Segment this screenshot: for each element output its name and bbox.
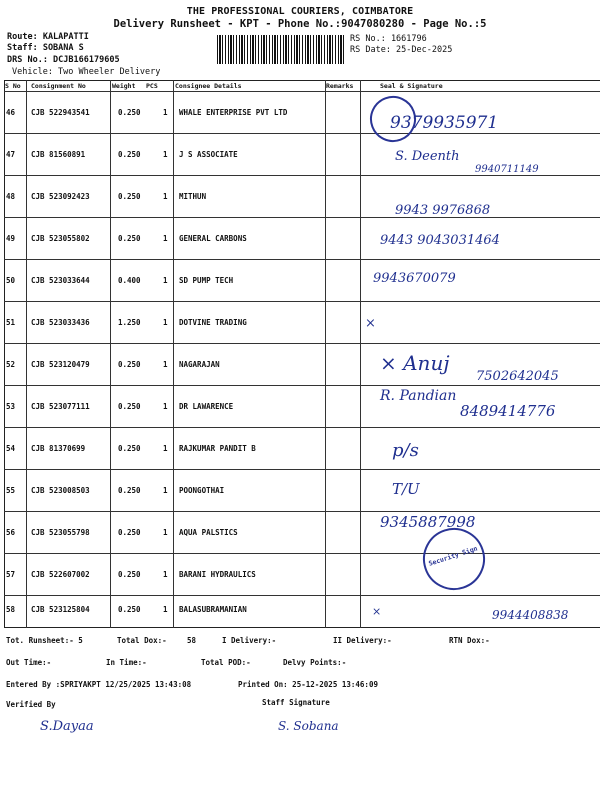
row-weight: 0.250 — [118, 192, 141, 201]
company-title: THE PROFESSIONAL COURIERS, COIMBATORE — [186, 6, 414, 17]
row-consignee: DR LAWARENCE — [179, 402, 234, 411]
handwritten-phone: 9943 9976868 — [395, 203, 491, 218]
row-consignment: CJB 522943541 — [31, 108, 90, 117]
row-weight: 0.250 — [118, 444, 141, 453]
table-row — [4, 175, 600, 217]
handwritten-phone: 9943670079 — [373, 271, 456, 286]
handwritten-note: p/s — [392, 440, 419, 461]
table-row — [4, 427, 600, 469]
row-consignee: SD PUMP TECH — [179, 276, 234, 285]
row-weight: 1.250 — [118, 318, 141, 327]
printed-on: Printed On: 25-12-2025 13:46:09 — [238, 680, 378, 689]
row-pcs: 1 — [163, 318, 168, 327]
route: Route: KALAPATTI — [7, 32, 89, 42]
row-pcs: 1 — [163, 234, 168, 243]
row-pcs: 1 — [163, 192, 168, 201]
out-time: Out Time:- — [6, 658, 52, 667]
entered-by: Entered By :SPRIYAKPT 12/25/2025 13:43:08 — [6, 680, 192, 689]
i-delivery: I Delivery:- — [222, 636, 277, 645]
verified-by: Verified By — [6, 700, 56, 709]
row-consignee: J S ASSOCIATE — [179, 150, 238, 159]
staff-signature: Staff Signature — [262, 698, 330, 707]
row-pcs: 1 — [163, 605, 168, 614]
col-consignment: Consignment No — [31, 82, 86, 90]
col-pcs: PCS — [146, 82, 158, 90]
row-consignment: CJB 522607002 — [31, 570, 90, 579]
in-time: In Time:- — [106, 658, 147, 667]
row-consignment: CJB 523125804 — [31, 605, 90, 614]
row-weight: 0.250 — [118, 108, 141, 117]
rs-date: RS Date: 25-Dec-2025 — [350, 45, 453, 55]
row-sno: 49 — [6, 234, 16, 243]
row-consignee: NAGARAJAN — [179, 360, 220, 369]
row-weight: 0.250 — [118, 570, 141, 579]
row-weight: 0.250 — [118, 150, 141, 159]
row-weight: 0.250 — [118, 486, 141, 495]
row-consignee: POONGOTHAI — [179, 486, 225, 495]
table-row — [4, 469, 600, 511]
table-row — [4, 91, 600, 133]
row-consignee: RAJKUMAR PANDIT B — [179, 444, 256, 453]
row-consignment: CJB 523055802 — [31, 234, 90, 243]
row-sno: 54 — [6, 444, 16, 453]
handwritten-phone: 9345887998 — [380, 513, 476, 531]
verified-signature: S.Dayaa — [40, 719, 94, 734]
col-seal: Seal & Signature — [380, 82, 443, 90]
row-pcs: 1 — [163, 360, 168, 369]
tot-runsheet: Tot. Runsheet:- 5 — [6, 636, 83, 645]
row-consignee: AQUA PALSTICS — [179, 528, 238, 537]
row-pcs: 1 — [163, 570, 168, 579]
handwritten-mark: × — [372, 605, 382, 618]
ii-delivery: II Delivery:- — [333, 636, 392, 645]
col-sno: S No — [5, 82, 21, 90]
row-consignment: CJB 81560891 — [31, 150, 86, 159]
row-sno: 57 — [6, 570, 16, 579]
col-remarks: Remarks — [326, 82, 354, 90]
row-consignment: CJB 523055798 — [31, 528, 90, 537]
handwritten-name: S. Deenth — [395, 149, 460, 164]
row-consignee: BALASUBRAMANIAN — [179, 605, 247, 614]
row-consignee: BARANI HYDRAULICS — [179, 570, 256, 579]
handwritten-phone: 9940711149 — [475, 164, 539, 175]
row-sno: 56 — [6, 528, 16, 537]
row-pcs: 1 — [163, 402, 168, 411]
row-consignment: CJB 523077111 — [31, 402, 90, 411]
handwritten-sign: × Anuj — [380, 351, 450, 375]
row-consignee: GENERAL CARBONS — [179, 234, 247, 243]
handwritten-mark: × — [365, 316, 376, 331]
row-sno: 50 — [6, 276, 16, 285]
table-row — [4, 301, 600, 343]
row-consignee: MITHUN — [179, 192, 207, 201]
row-pcs: 1 — [163, 528, 168, 537]
handwritten-phone: 9379935971 — [390, 113, 499, 133]
row-weight: 0.250 — [118, 360, 141, 369]
row-weight: 0.400 — [118, 276, 141, 285]
col-consignee: Consignee Details — [175, 82, 242, 90]
row-consignment: CJB 523033436 — [31, 318, 90, 327]
rtn-dox: RTN Dox:- — [449, 636, 490, 645]
row-consignment: CJB 523120479 — [31, 360, 90, 369]
col-weight: Weight — [112, 82, 136, 90]
row-sno: 51 — [6, 318, 16, 327]
row-pcs: 1 — [163, 276, 168, 285]
row-weight: 0.250 — [118, 528, 141, 537]
runsheet-subtitle: Delivery Runsheet - KPT - Phone No.:9047080280 - Page No.:5 — [113, 18, 487, 30]
company-stamp: Security Sign — [415, 520, 493, 598]
row-sno: 55 — [6, 486, 16, 495]
handwritten-note: T/U — [392, 480, 420, 498]
row-consignment: CJB 81370699 — [31, 444, 86, 453]
row-weight: 0.250 — [118, 402, 141, 411]
row-consignment: CJB 523008503 — [31, 486, 90, 495]
rs-number: RS No.: 1661796 — [350, 34, 427, 44]
drs-number: DRS No.: DCJB166179605 — [7, 55, 120, 65]
table-row — [4, 217, 600, 259]
row-consignee: DOTVINE TRADING — [179, 318, 247, 327]
row-pcs: 1 — [163, 486, 168, 495]
row-pcs: 1 — [163, 444, 168, 453]
vehicle: Vehicle: Two Wheeler Delivery — [12, 67, 161, 77]
table-row — [4, 511, 600, 553]
row-weight: 0.250 — [118, 605, 141, 614]
table-row — [4, 259, 600, 301]
row-consignee: WHALE ENTERPRISE PVT LTD — [179, 108, 288, 117]
handwritten-name: R. Pandian — [380, 388, 457, 404]
staff-signature-mark: S. Sobana — [278, 719, 339, 733]
row-weight: 0.250 — [118, 234, 141, 243]
row-consignment: CJB 523092423 — [31, 192, 90, 201]
staff: Staff: SOBANA S — [7, 43, 84, 53]
total-dox-value: 58 — [187, 636, 197, 645]
row-sno: 47 — [6, 150, 16, 159]
total-pod: Total POD:- — [201, 658, 251, 667]
row-consignment: CJB 523033644 — [31, 276, 90, 285]
handwritten-phone: 9443 9043031464 — [380, 233, 500, 248]
handwritten-phone: 9944408838 — [492, 608, 569, 622]
delvy-points: Delvy Points:- — [283, 658, 347, 667]
handwritten-phone: 7502642045 — [476, 369, 559, 384]
row-sno: 46 — [6, 108, 16, 117]
barcode — [217, 35, 345, 64]
row-sno: 52 — [6, 360, 16, 369]
row-sno: 53 — [6, 402, 16, 411]
total-dox-label: Total Dox:- — [117, 636, 167, 645]
row-pcs: 1 — [163, 108, 168, 117]
row-sno: 58 — [6, 605, 16, 614]
row-pcs: 1 — [163, 150, 168, 159]
handwritten-phone: 8489414776 — [460, 402, 556, 420]
row-sno: 48 — [6, 192, 16, 201]
